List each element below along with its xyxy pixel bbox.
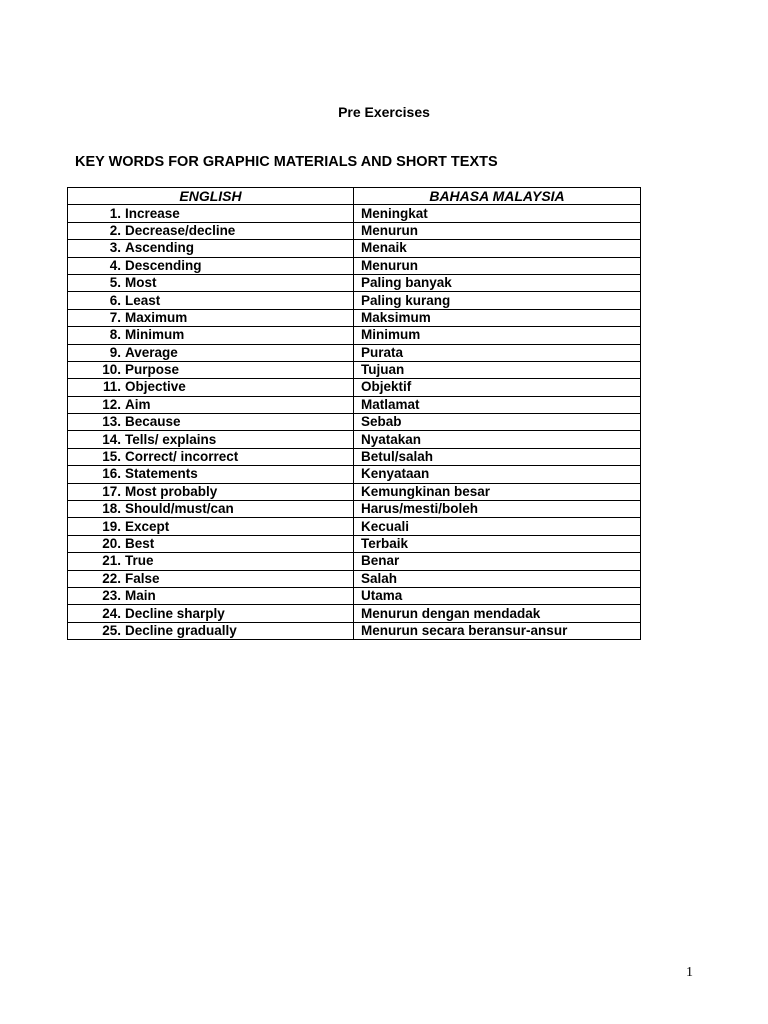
- table-row: [68, 361, 641, 378]
- table-row: [68, 309, 641, 326]
- malay-term: Harus/mesti/boleh: [354, 501, 641, 518]
- malay-term: Benar: [354, 553, 641, 570]
- term-number: 10.: [102, 362, 121, 378]
- table-row: [68, 535, 641, 552]
- table-row: [68, 605, 641, 622]
- malay-term: Matlamat: [354, 396, 641, 413]
- english-term-cell: [68, 274, 354, 291]
- english-term: Decline sharply: [125, 605, 225, 621]
- english-term-cell: [68, 587, 354, 604]
- english-term-cell: [68, 309, 354, 326]
- english-term-cell: [68, 483, 354, 500]
- english-term-cell: [68, 431, 354, 448]
- term-number: 20.: [102, 536, 121, 551]
- table-body: [68, 205, 641, 640]
- english-term-cell: [68, 205, 354, 222]
- malay-term: Maksimum: [354, 309, 641, 326]
- table-row: [68, 327, 641, 344]
- english-term: Correct/ incorrect: [125, 449, 239, 465]
- english-term: Best: [125, 536, 155, 551]
- english-term: Increase: [125, 205, 180, 221]
- malay-term: Purata: [354, 344, 641, 361]
- table-row: [68, 587, 641, 604]
- table-row: [68, 483, 641, 500]
- english-term: Except: [125, 518, 170, 534]
- term-number: 9.: [109, 344, 121, 360]
- english-term: Average: [125, 344, 178, 360]
- malay-term: Minimum: [354, 327, 641, 344]
- term-number: 24.: [102, 605, 121, 621]
- english-term-cell: [68, 501, 354, 518]
- term-number: 8.: [109, 327, 121, 343]
- malay-term: Menurun: [354, 222, 641, 239]
- term-number: 23.: [102, 588, 121, 604]
- malay-term: Menurun dengan mendadak: [354, 605, 641, 622]
- term-number: 13.: [102, 414, 121, 430]
- table-row: [68, 292, 641, 309]
- term-number: 14.: [102, 431, 121, 447]
- english-term: Minimum: [125, 327, 185, 343]
- english-term: Maximum: [125, 309, 188, 325]
- term-number: 1.: [109, 205, 121, 221]
- english-term: Tells/ explains: [125, 431, 217, 447]
- table-row: [68, 448, 641, 465]
- malay-term: Kecuali: [354, 518, 641, 535]
- malay-term: Utama: [354, 587, 641, 604]
- term-number: 7.: [109, 309, 121, 325]
- english-term-cell: [68, 414, 354, 431]
- term-number: 4.: [109, 257, 121, 273]
- english-term: Purpose: [125, 362, 180, 378]
- term-number: 3.: [109, 240, 121, 256]
- table-row: [68, 396, 641, 413]
- table-row: [68, 622, 641, 639]
- english-term-cell: [68, 344, 354, 361]
- english-term: Most: [125, 275, 157, 291]
- english-term-cell: [68, 518, 354, 535]
- term-number: 15.: [102, 449, 121, 465]
- table-row: [68, 501, 641, 518]
- malay-term: Paling kurang: [354, 292, 641, 309]
- english-term: Decrease/decline: [125, 222, 236, 238]
- malay-term: Meningkat: [354, 205, 641, 222]
- english-term-cell: [68, 361, 354, 378]
- term-number: 25.: [102, 622, 121, 638]
- malay-term: Menurun: [354, 257, 641, 274]
- malay-term: Salah: [354, 570, 641, 587]
- term-number: 17.: [102, 483, 121, 499]
- english-term-cell: [68, 448, 354, 465]
- english-term-cell: [68, 379, 354, 396]
- malay-term: Nyatakan: [354, 431, 641, 448]
- english-term: False: [125, 570, 160, 586]
- term-number: 2.: [109, 222, 121, 238]
- english-term-cell: [68, 292, 354, 309]
- table-row: [68, 466, 641, 483]
- malay-term: Paling banyak: [354, 274, 641, 291]
- english-term-cell: [68, 396, 354, 413]
- malay-term: Sebab: [354, 414, 641, 431]
- page-title: Pre Exercises: [338, 104, 430, 120]
- table-row: [68, 414, 641, 431]
- english-term-cell: [68, 535, 354, 552]
- term-number: 22.: [102, 570, 121, 586]
- table-row: [68, 570, 641, 587]
- table-row: [68, 222, 641, 239]
- english-term-cell: [68, 240, 354, 257]
- malay-term: Kemungkinan besar: [354, 483, 641, 500]
- english-term-cell: [68, 466, 354, 483]
- table-header-row: [68, 188, 641, 205]
- header-bahasa-malaysia: BAHASA MALAYSIA: [354, 188, 641, 205]
- english-term: Least: [125, 292, 161, 308]
- term-number: 6.: [109, 292, 121, 308]
- english-term: True: [125, 553, 154, 569]
- english-term: Ascending: [125, 240, 195, 256]
- table-row: [68, 518, 641, 535]
- english-term: Objective: [125, 379, 186, 395]
- term-number: 21.: [102, 553, 121, 569]
- malay-term: Terbaik: [354, 535, 641, 552]
- malay-term: Kenyataan: [354, 466, 641, 483]
- section-heading: KEY WORDS FOR GRAPHIC MATERIALS AND SHORT TEXTS: [75, 154, 498, 170]
- page-number: 1: [686, 965, 693, 980]
- table-row: [68, 431, 641, 448]
- english-term: Because: [125, 414, 181, 430]
- english-term: Statements: [125, 466, 198, 482]
- table-row: [68, 344, 641, 361]
- english-term-cell: [68, 605, 354, 622]
- english-term-cell: [68, 553, 354, 570]
- term-number: 5.: [109, 275, 121, 291]
- malay-term: Tujuan: [354, 361, 641, 378]
- malay-term: Betul/salah: [354, 448, 641, 465]
- malay-term: Objektif: [354, 379, 641, 396]
- table-row: [68, 274, 641, 291]
- english-term-cell: [68, 570, 354, 587]
- header-english: ENGLISH: [68, 188, 354, 205]
- term-number: 12.: [102, 396, 121, 412]
- english-term-cell: [68, 327, 354, 344]
- term-number: 18.: [102, 501, 121, 517]
- english-term: Most probably: [125, 483, 218, 499]
- english-term-cell: [68, 257, 354, 274]
- english-term-cell: [68, 222, 354, 239]
- table-row: [68, 240, 641, 257]
- term-number: 16.: [102, 466, 121, 482]
- table-row: [68, 257, 641, 274]
- english-term: Aim: [125, 396, 151, 412]
- term-number: 19.: [102, 518, 121, 534]
- table-header: [68, 188, 641, 205]
- malay-term: Menurun secara beransur-ansur: [354, 622, 641, 639]
- english-term-cell: [68, 622, 354, 639]
- term-number: 11.: [102, 379, 121, 395]
- table-row: [68, 553, 641, 570]
- english-term: Main: [125, 588, 156, 604]
- english-term: Descending: [125, 257, 202, 273]
- vocabulary-table: [67, 187, 641, 640]
- table-row: [68, 379, 641, 396]
- malay-term: Menaik: [354, 240, 641, 257]
- table-row: [68, 205, 641, 222]
- english-term: Decline gradually: [125, 622, 237, 638]
- english-term: Should/must/can: [125, 501, 234, 517]
